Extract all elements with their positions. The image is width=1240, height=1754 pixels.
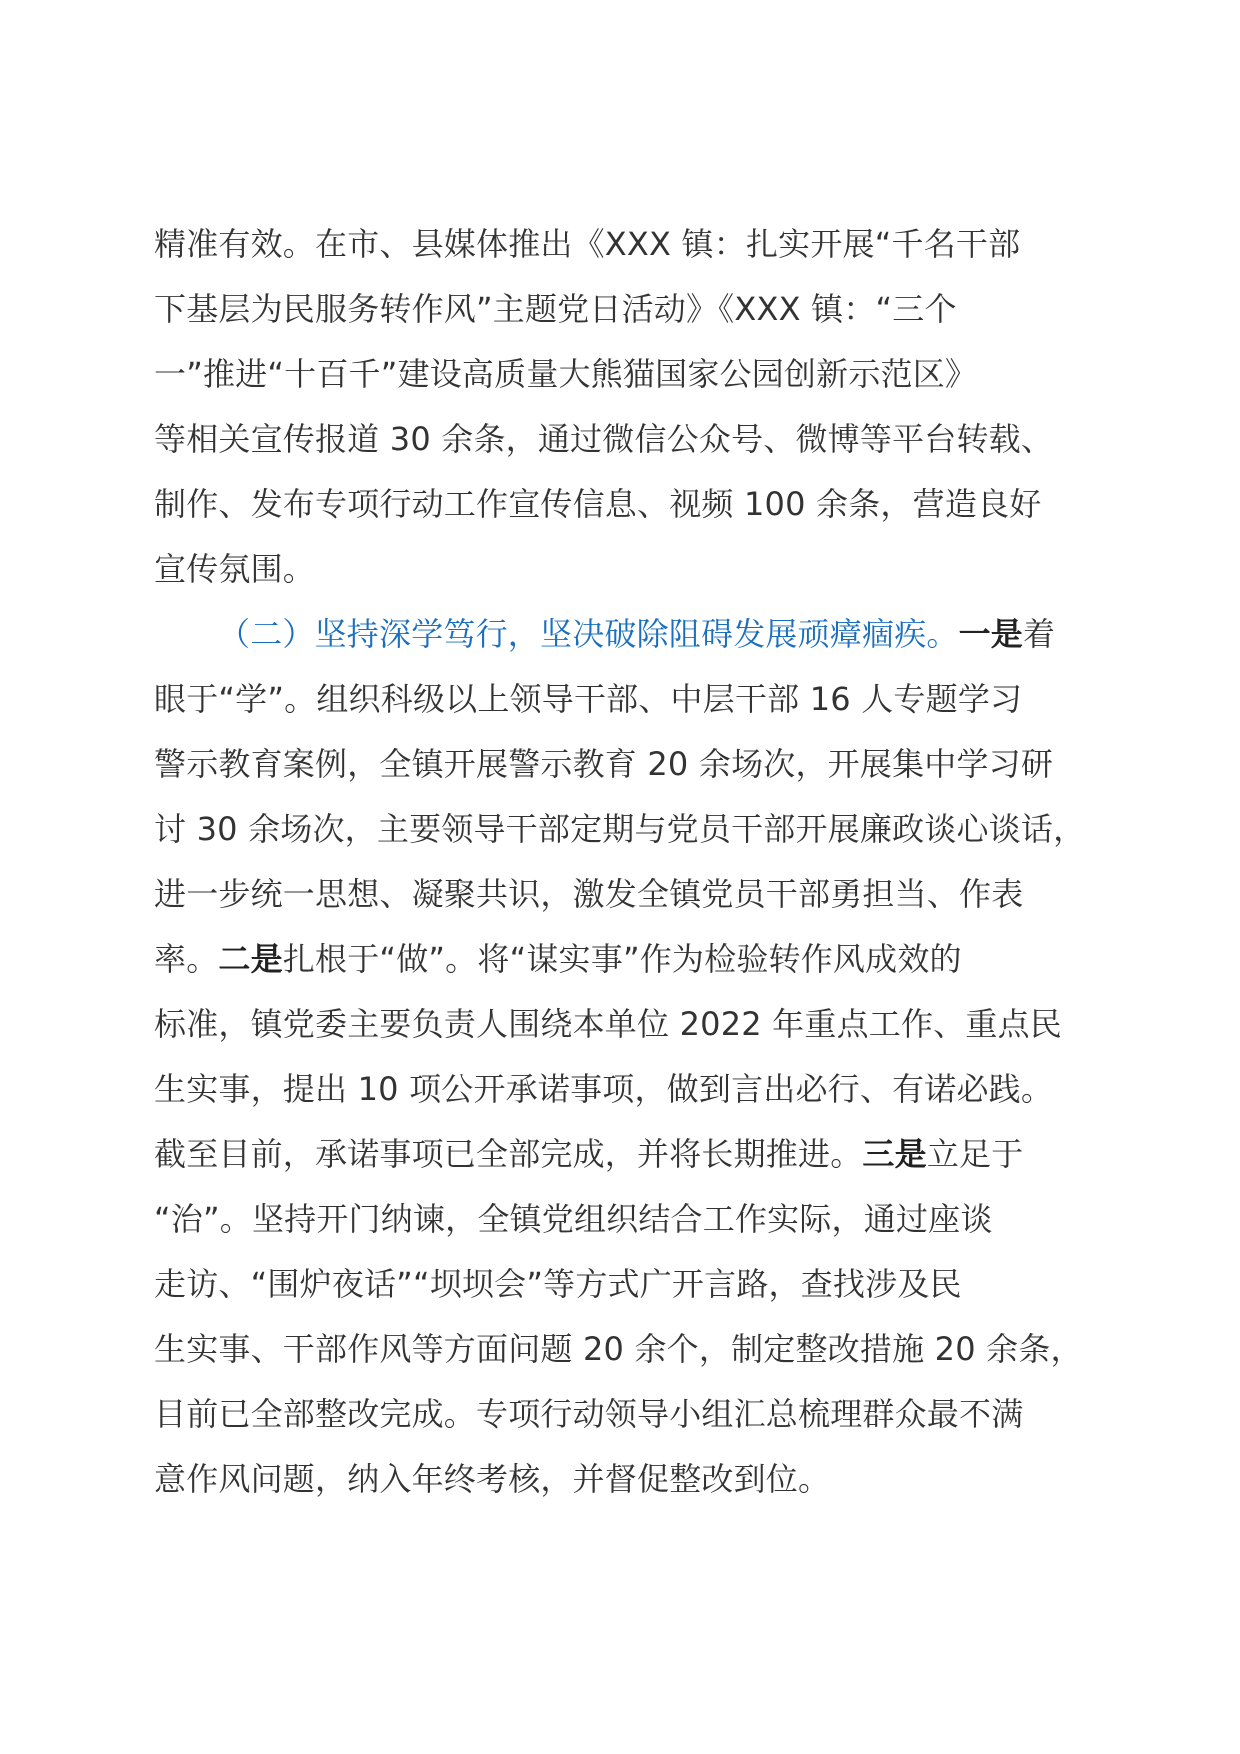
point-marker-two: 二是 — [218, 940, 283, 978]
paragraph-line: 讨 30 余场次，主要领导干部定期与党员干部开展廉政谈心谈话， — [154, 810, 1086, 848]
paragraph-line: 生实事、干部作风等方面问题 20 余个，制定整改措施 20 余条， — [154, 1330, 1083, 1368]
paragraph-line: 目前已全部整改完成。专项行动领导小组汇总梳理群众最不满 — [154, 1395, 1024, 1433]
paragraph-line: 警示教育案例，全镇开展警示教育 20 余场次，开展集中学习研 — [154, 745, 1054, 783]
paragraph-text: 扎根于“做”。将“谋实事”作为检验转作风成效的 — [282, 940, 962, 978]
paragraph-line: 标准，镇党委主要负责人围绕本单位 2022 年重点工作、重点民 — [154, 1005, 1062, 1043]
section-heading-line — [218, 612, 1055, 656]
paragraph-line: 下基层为民服务转作风”主题党日活动》《XXX 镇：“三个 — [154, 290, 957, 328]
point-marker-one: 一是 — [958, 615, 1024, 653]
paragraph-line: 等相关宣传报道 30 余条，通过微信公众号、微博等平台转载、 — [154, 420, 1054, 458]
paragraph-line: 进一步统一思想、凝聚共识，激发全镇党员干部勇担当、作表 — [154, 875, 1024, 913]
paragraph-line: 生实事，提出 10 项公开承诺事项，做到言出必行、有诺必践。 — [154, 1070, 1054, 1108]
paragraph-line: “治”。坚持开门纳谏，全镇党组织结合工作实际，通过座谈 — [154, 1200, 993, 1238]
paragraph-line: 一”推进“十百千”建设高质量大熊猫国家公园创新示范区》 — [154, 355, 978, 393]
paragraph-line — [154, 1132, 1023, 1176]
paragraph-line — [154, 937, 962, 981]
paragraph-line: 精准有效。在市、县媒体推出《XXX 镇：扎实开展“千名干部 — [154, 225, 1021, 263]
paragraph-line: 眼于“学”。组织科级以上领导干部、中层干部 16 人专题学习 — [154, 680, 1023, 718]
paragraph-text: 截至目前，承诺事项已全部完成，并将长期推进。 — [154, 1135, 863, 1173]
paragraph-text: 率。 — [154, 940, 219, 978]
paragraph-line: 制作、发布专项行动工作宣传信息、视频 100 余条，营造良好 — [154, 485, 1042, 523]
paragraph-line: 宣传氛围。 — [154, 550, 316, 588]
point-marker-three: 三是 — [862, 1135, 927, 1173]
paragraph-line: 意作风问题，纳入年终考核，并督促整改到位。 — [154, 1460, 831, 1498]
paragraph-text: 着 — [1023, 615, 1056, 653]
paragraph-text: 立足于 — [926, 1135, 1024, 1173]
section-heading: （二）坚持深学笃行，坚决破除阻碍发展顽瘴痼疾。 — [218, 615, 959, 653]
paragraph-line: 走访、“围炉夜话”“坝坝会”等方式广开言路，查找涉及民 — [154, 1265, 962, 1303]
